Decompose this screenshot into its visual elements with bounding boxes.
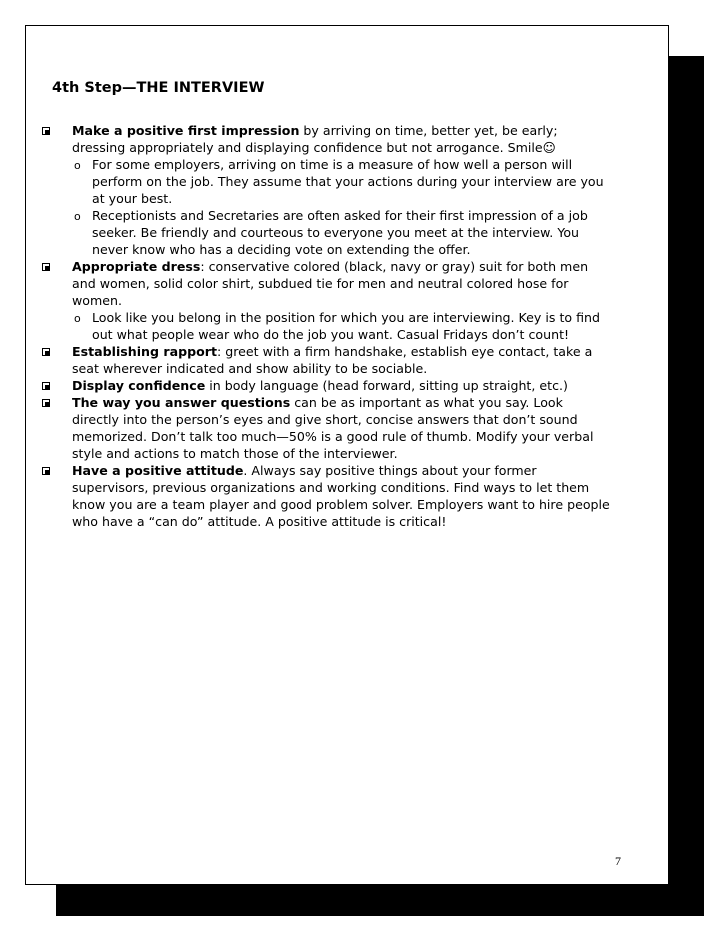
bullet-text: . Always say positive things about your former supervisors, previous organizations and working conditions. Find ways to let them know you are a team player and good problem solver. Employers want to hire people who have a “can do” attitude. A positive attitude is critical! xyxy=(72,463,610,529)
bullet-bold: Have a positive attitude xyxy=(72,463,244,478)
bullet-bold: Display confidence xyxy=(72,378,206,393)
bullet-item xyxy=(40,394,610,462)
checkbox-bullet-icon xyxy=(42,399,50,407)
checkbox-bullet-icon xyxy=(42,382,50,390)
bullet-item xyxy=(40,343,610,377)
bullet-list xyxy=(40,122,610,530)
bullet-text: : greet with a firm handshake, establish eye contact, take a seat wherever indicated and show ability to be sociable. xyxy=(72,344,593,376)
bullet-item xyxy=(40,462,610,530)
sub-bullet-item xyxy=(72,309,610,343)
bullet-bold: Make a positive first impression xyxy=(72,123,300,138)
circle-bullet-icon: o xyxy=(74,210,81,223)
bullet-bold: Appropriate dress xyxy=(72,259,201,274)
circle-bullet-icon: o xyxy=(74,159,81,172)
checkbox-bullet-icon xyxy=(42,348,50,356)
bullet-text: in body language (head forward, sitting up straight, etc.) xyxy=(205,378,568,393)
bullet-item xyxy=(40,122,610,258)
bullet-bold: Establishing rapport xyxy=(72,344,218,359)
sub-bullet-item xyxy=(72,207,610,258)
section-heading: 4th Step—THE INTERVIEW xyxy=(52,80,265,96)
checkbox-bullet-icon xyxy=(42,467,50,475)
sub-bullet-text: Receptionists and Secretaries are often asked for their first impression of a job seeker. Be friendly and courteous to everyone you meet at the interview. You never know who has a deciding vote on extending the offer. xyxy=(92,208,588,257)
page-number: 7 xyxy=(615,854,621,868)
circle-bullet-icon: o xyxy=(74,312,81,325)
bullet-item xyxy=(40,377,610,394)
sub-bullet-item xyxy=(72,156,610,207)
sub-bullet-text: Look like you belong in the position for which you are interviewing. Key is to find out what people wear who do the job you want. Casual Fridays don’t count! xyxy=(92,310,601,342)
checkbox-bullet-icon xyxy=(42,127,50,135)
bullet-text: by arriving on time, better yet, be early; dressing appropriately and displaying confidence but not arrogance. Smile☺ xyxy=(72,123,558,155)
sub-bullet-text: For some employers, arriving on time is a measure of how well a person will perform on the job. They assume that your actions during your interview are you at your best. xyxy=(92,157,604,206)
bullet-bold: The way you answer questions xyxy=(72,395,291,410)
bullet-text: : conservative colored (black, navy or gray) suit for both men and women, solid color shirt, subdued tie for men and neutral colored hose for women. xyxy=(72,259,589,308)
checkbox-bullet-icon xyxy=(42,263,50,271)
bullet-text: can be as important as what you say. Look directly into the person’s eyes and give short, concise answers that don’t sound memorized. Don’t talk too much—50% is a good rule of thumb. Modify your verbal style and actions to match those of the interviewer. xyxy=(72,395,594,461)
bullet-item xyxy=(40,258,610,343)
